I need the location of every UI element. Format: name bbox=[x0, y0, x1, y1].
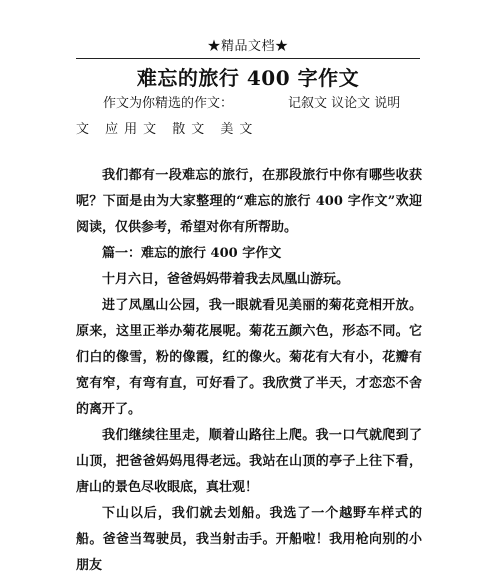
paragraph: 我们继续往里走，顺着山路往上爬。我一口气就爬到了山顶，把爸爸妈妈甩得老远。我站在山顶的亭子上往下看，唐山的景色尽收眼底，真壮观！ bbox=[76, 428, 422, 495]
header-divider bbox=[76, 58, 420, 59]
categories-line-2: 文 应用文 散文 美文 bbox=[76, 122, 259, 137]
section-heading: 篇一：难忘的旅行 400 字作文 bbox=[102, 246, 282, 261]
paragraph: 我们都有一段难忘的旅行，在那段旅行中你有哪些收获呢？下面是由为大家整理的“难忘的旅行 400 字作文”欢迎阅读，仅供参考，希望对你有所帮助。 bbox=[76, 168, 422, 235]
intro-line bbox=[103, 92, 420, 111]
page-header: ★精品文档★ bbox=[207, 39, 289, 54]
paragraph: 下山以后，我们就去划船。我选了一个越野车样式的船。爸爸当驾驶员，我当射击手。开船啦！我用枪向别的小朋友 bbox=[76, 506, 422, 573]
paragraph: 十月六日，爸爸妈妈带着我去凤凰山游玩。 bbox=[102, 272, 350, 287]
categories-line-1: 记叙文 议论文 说明 bbox=[288, 96, 401, 111]
article-body bbox=[76, 163, 422, 579]
document-title: 难忘的旅行 400 字作文 bbox=[136, 66, 360, 90]
intro-text: 作文为你精选的作文： bbox=[103, 96, 234, 111]
paragraph: 进了凤凰山公园，我一眼就看见美丽的菊花竞相开放。原来，这里正举办菊花展呢。菊花五颜六色，形态不同。它们白的像雪，粉的像霞，红的像火。菊花有大有小，花瓣有宽有窄，有弯有直，可好看了。我欣赏了半天，才恋恋不舍的离开了。 bbox=[76, 298, 422, 417]
